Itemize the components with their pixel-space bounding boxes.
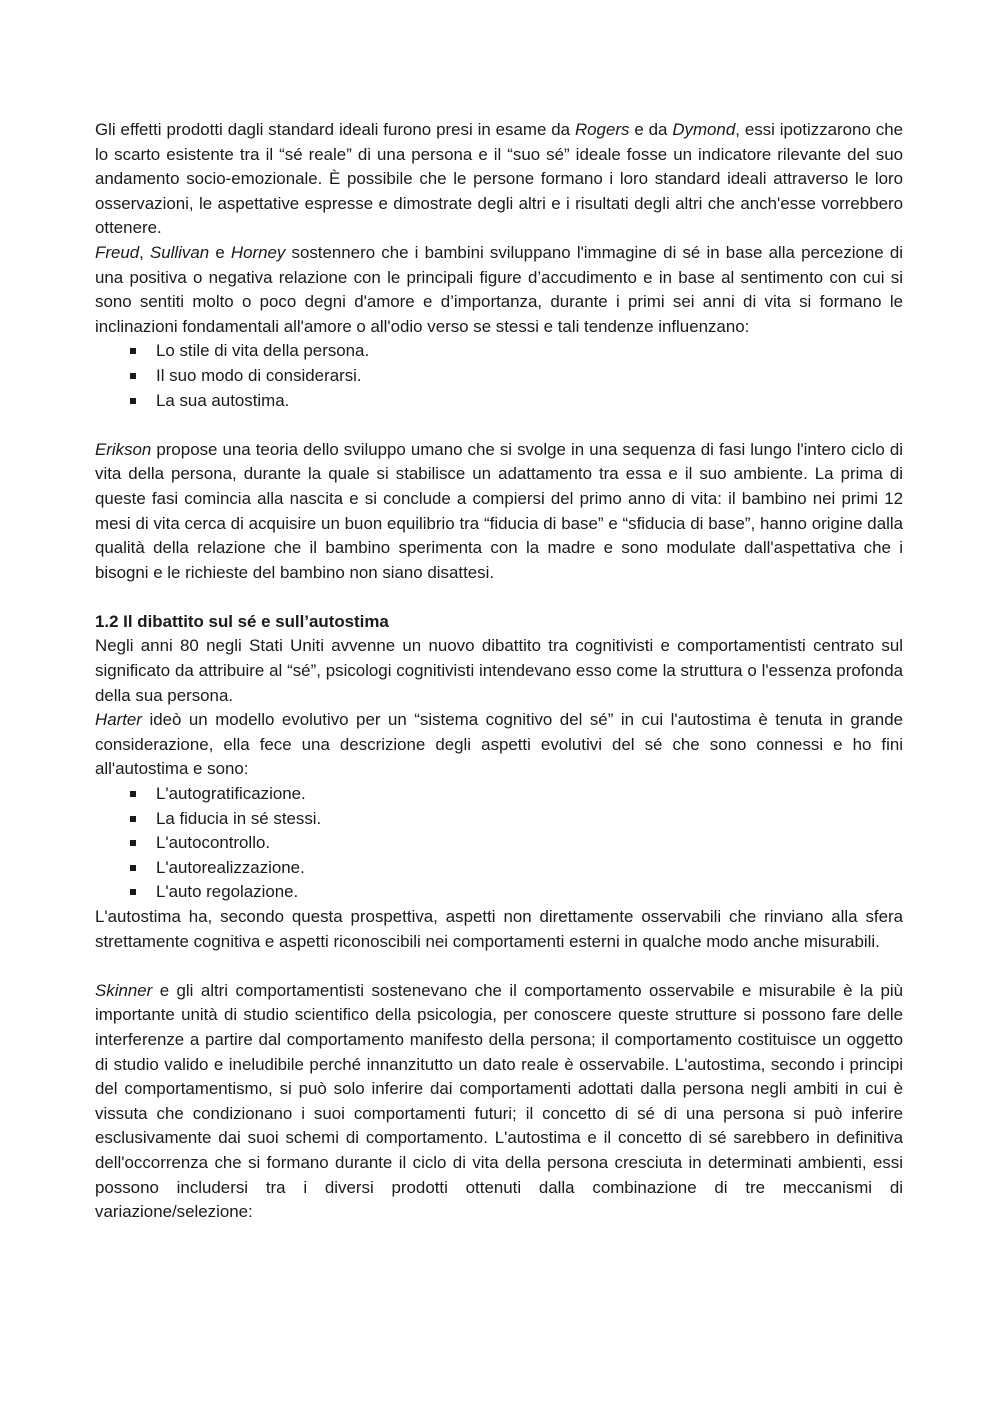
author-name: Sullivan: [150, 242, 210, 262]
author-name: Horney: [230, 242, 286, 262]
paragraph-rogers-dymond: [95, 118, 903, 241]
bullet-list-aspects: [95, 782, 903, 905]
list-item: L'autogratificazione.: [130, 782, 903, 807]
paragraph-autostima-prospettiva: L'autostima ha, secondo questa prospettiva, aspetti non direttamente osservabili che rinviano alla sfera strettamente cognitiva e aspetti riconoscibili nei comportamenti esterni in qualche modo anche misurabili.: [95, 907, 903, 951]
author-name: Harter: [95, 710, 142, 730]
paragraph-skinner: [95, 979, 903, 1225]
text-run: ,: [139, 242, 150, 262]
author-name: Rogers: [574, 120, 630, 139]
author-name: Erikson: [95, 439, 152, 459]
text-run: e da: [629, 120, 673, 139]
paragraph-freud-sullivan-horney: [95, 241, 903, 339]
author-name: Skinner: [95, 980, 153, 1000]
list-item: L'autorealizzazione.: [130, 856, 903, 881]
text-run: , essi ipotizzarono che lo scarto esistente tra il “sé reale” di una persona e il “suo sé” ideale fosse un indicatore rilevante del suo andamento socio-emozionale. È possibile che le persone formano i loro standard ideali attraverso le loro osservazioni, le aspettative espresse e dimostrate degli altri e i risultati degli altri che anch'esse vorrebbero ottenere.: [95, 120, 903, 238]
list-item: L'autocontrollo.: [130, 831, 903, 856]
list-item: La fiducia in sé stessi.: [130, 807, 903, 832]
document-page: [95, 118, 903, 1225]
list-item: La sua autostima.: [130, 389, 903, 414]
spacer: [95, 413, 903, 438]
text-run: propose una teoria dello sviluppo umano che si svolge in una sequenza di fasi lungo l'intero ciclo di vita della persona, durante la quale si stabilisce un adattamento tra essa e il suo ambiente. La prima di queste fasi comincia alla nascita e si conclude a compiersi del primo anno di vita: il bambino nei primi 12 mesi di vita cerca di acquisire un buon equilibrio tra “fiducia di base” e “sfiducia di base”, hanno origine dalla qualità della relazione che il bambino sperimenta con la madre e sono modulate dall'aspettativa che i bisogni e le richieste del bambino non siano disattesi.: [95, 439, 903, 582]
list-item: Il suo modo di considerarsi.: [130, 364, 903, 389]
paragraph-erikson: [95, 438, 903, 586]
author-name: Freud: [95, 242, 140, 262]
text-run: sostennero che i bambini sviluppano l'immagine di sé in base alla percezione di una positiva o negativa relazione con le principali figure d’accudimento e in base al sentimento con cui si sono sentiti molto o poco degni d'amore e d’importanza, durante i primi sei anni di vita si formano le inclinazioni fondamentali all'amore o all'odio verso se stessi e tali tendenze influenzano:: [95, 242, 904, 336]
paragraph-dibattito: Negli anni 80 negli Stati Uniti avvenne un nuovo dibattito tra cognitivisti e comportamentisti centrato sul significato da attribuire al “sé”, psicologi cognitivisti intendevano esso come la struttura o l'essenza profonda della sua persona.: [95, 636, 903, 705]
list-item: L'auto regolazione.: [130, 880, 903, 905]
author-name: Dymond: [672, 120, 736, 139]
text-run: e: [209, 242, 231, 262]
list-item: Lo stile di vita della persona.: [130, 339, 903, 364]
section-heading: 1.2 Il dibattito sul sé e sull’autostima: [95, 611, 389, 631]
text-run: ideò un modello evolutivo per un “sistema cognitivo del sé” in cui l'autostima è tenuta in grande considerazione, ella fece una descrizione degli aspetti evolutivi del sé che sono connessi e ho fini all'autostima e sono:: [95, 710, 903, 779]
bullet-list-influences: [95, 339, 903, 413]
spacer: [95, 954, 903, 979]
spacer: [95, 585, 903, 610]
paragraph-harter: [95, 708, 903, 782]
text-run: e gli altri comportamentisti sostenevano che il comportamento osservabile e misurabile è la più importante unità di studio scientifico della psicologia, per conoscere queste strutture si possono fare delle interferenze a partire dal comportamento manifesto della persona; il comportamento costituisce un oggetto di studio valido e ineludibile perché innanzitutto un dato reale è osservabile. L'autostima, secondo i principi del comportamentismo, si può solo inferire dai comportamenti adottati dalla persona negli ambiti in cui è vissuta che condizionano i suoi comportamenti futuri; il concetto di sé di una persona si può inferire esclusivamente dai suoi schemi di comportamento. L'autostima e il concetto di sé sarebbero in definitiva dell'occorrenza che si formano durante il ciclo di vita della persona cresciuta in determinati ambienti, essi possono includersi tra i diversi prodotti ottenuti dalla combinazione di tre meccanismi di variazione/selezione:: [95, 980, 903, 1222]
text-run: Gli effetti prodotti dagli standard ideali furono presi in esame da: [95, 120, 575, 139]
